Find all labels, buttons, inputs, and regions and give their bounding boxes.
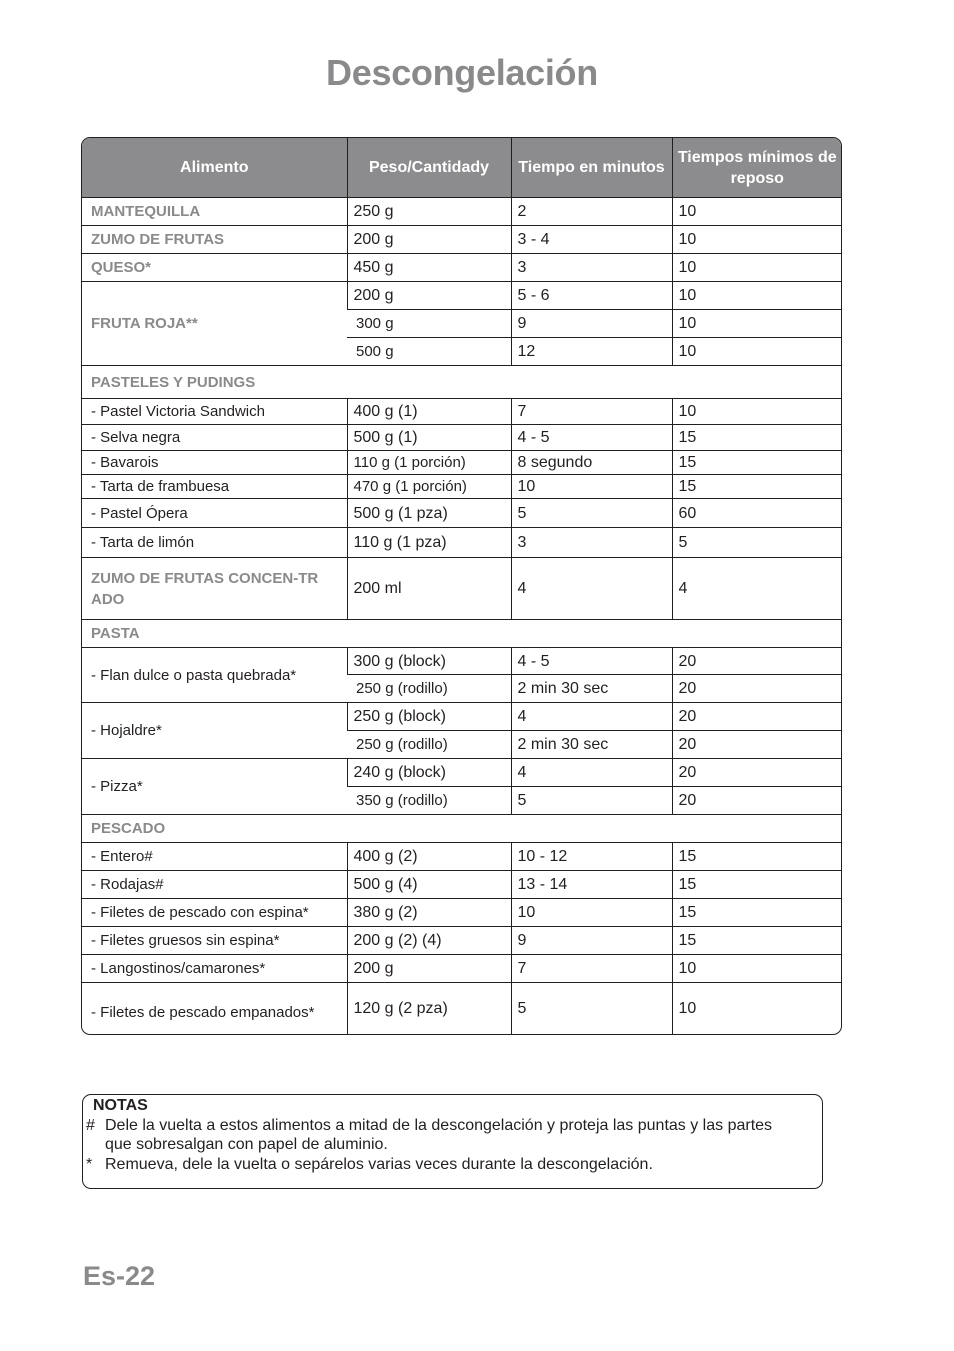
note-item: [86, 1155, 786, 1174]
time-cell: 4: [511, 703, 672, 731]
rest-cell: 20: [672, 703, 842, 731]
time-cell: 4: [511, 558, 672, 620]
table-row: [82, 425, 842, 451]
table-row: [82, 759, 842, 787]
rest-cell: 15: [672, 843, 842, 871]
rest-cell: 10: [672, 399, 842, 425]
table-header-row: [82, 138, 842, 198]
food-cell: FRUTA ROJA**: [82, 282, 347, 366]
page-title: Descongelación: [326, 52, 598, 93]
zumo-concentrado-label: ZUMO DE FRUTAS CONCEN-TRADO: [91, 569, 319, 608]
food-cell: - Entero#: [82, 843, 347, 871]
table-row: [82, 648, 842, 675]
time-cell: 3: [511, 528, 672, 558]
weight-cell: 500 g: [347, 338, 511, 366]
time-cell: 3 - 4: [511, 226, 672, 254]
food-cell: - Pizza*: [82, 759, 347, 815]
header-peso: Peso/Cantidady: [347, 138, 511, 198]
time-cell: 4 - 5: [511, 425, 672, 451]
weight-cell: 500 g (1): [347, 425, 511, 451]
time-cell: 2: [511, 198, 672, 226]
section-row: [82, 366, 842, 399]
weight-cell: 110 g (1 pza): [347, 528, 511, 558]
section-row: [82, 815, 842, 843]
header-alimento: Alimento: [82, 138, 347, 198]
defrost-table: [81, 137, 842, 1035]
rest-cell: 4: [672, 558, 842, 620]
food-cell: QUESO*: [82, 254, 347, 282]
table-row: [82, 871, 842, 899]
food-cell: - Hojaldre*: [82, 703, 347, 759]
weight-cell: 120 g (2 pza): [347, 983, 511, 1035]
food-cell: ZUMO DE FRUTAS: [82, 226, 347, 254]
weight-cell: 240 g (block): [347, 759, 511, 787]
time-cell: 10: [511, 899, 672, 927]
section-header-pasta: PASTA: [82, 620, 842, 648]
food-cell: - Pastel Victoria Sandwich: [82, 399, 347, 425]
table-row: [82, 843, 842, 871]
rest-cell: 10: [672, 282, 842, 310]
notes-box: [82, 1094, 823, 1189]
note-text: Dele la vuelta a estos alimentos a mitad de la descongelación y proteja las puntas y las partes que sobresalgan con papel de aluminio.: [105, 1117, 773, 1153]
table-row: [82, 254, 842, 282]
table-row: [82, 927, 842, 955]
weight-cell: 450 g: [347, 254, 511, 282]
table-row: [82, 499, 842, 528]
weight-cell: 400 g (2): [347, 843, 511, 871]
food-cell: MANTEQUILLA: [91, 203, 201, 220]
food-cell: - Rodajas#: [82, 871, 347, 899]
rest-cell: 15: [672, 425, 842, 451]
note-text: Remueva, dele la vuelta o sepárelos varias veces durante la descongelación.: [105, 1156, 653, 1173]
page-number: Es-22: [83, 1261, 156, 1291]
section-header-pescado: PESCADO: [82, 815, 842, 843]
food-cell: [82, 558, 347, 620]
time-cell: 10 - 12: [511, 843, 672, 871]
time-cell: 13 - 14: [511, 871, 672, 899]
rest-cell: 15: [672, 475, 842, 499]
weight-cell: 500 g (4): [347, 871, 511, 899]
rest-cell: 60: [672, 499, 842, 528]
rest-cell: 20: [672, 675, 842, 703]
food-cell: - Filetes de pescado empanados*: [82, 983, 347, 1035]
weight-cell: 110 g (1 porción): [347, 451, 511, 475]
section-row: [82, 620, 842, 648]
time-cell: 12: [511, 338, 672, 366]
time-cell: 5: [511, 499, 672, 528]
time-cell: 5: [511, 983, 672, 1035]
time-cell: 9: [511, 310, 672, 338]
rest-cell: 20: [672, 648, 842, 675]
table-row: [82, 558, 842, 620]
weight-cell: 250 g (rodillo): [347, 675, 511, 703]
time-cell: 7: [511, 399, 672, 425]
table-row: [82, 282, 842, 310]
rest-cell: 20: [672, 731, 842, 759]
weight-cell: 200 ml: [347, 558, 511, 620]
table-row: [82, 983, 842, 1035]
weight-cell: 300 g: [347, 310, 511, 338]
table-row: [82, 399, 842, 425]
rest-cell: 10: [672, 955, 842, 983]
time-cell: 9: [511, 927, 672, 955]
time-cell: 5 - 6: [511, 282, 672, 310]
table-row: [82, 451, 842, 475]
weight-cell: 200 g: [347, 226, 511, 254]
rest-cell: 10: [672, 198, 842, 226]
table-row: [82, 899, 842, 927]
time-cell: 2 min 30 sec: [511, 675, 672, 703]
note-mark: *: [86, 1156, 93, 1173]
table-row: [82, 528, 842, 558]
food-cell: - Bavarois: [82, 451, 347, 475]
weight-cell: 300 g (block): [347, 648, 511, 675]
food-cell: - Pastel Ópera: [82, 499, 347, 528]
note-item: [86, 1116, 786, 1154]
header-reposo: Tiempos mínimos de reposo: [672, 138, 842, 198]
time-cell: 3: [511, 254, 672, 282]
time-cell: 4: [511, 759, 672, 787]
rest-cell: 20: [672, 759, 842, 787]
rest-cell: 10: [672, 254, 842, 282]
time-cell: 5: [511, 787, 672, 815]
time-cell: 4 - 5: [511, 648, 672, 675]
food-cell: - Tarta de frambuesa: [82, 475, 347, 499]
table-row: [82, 475, 842, 499]
rest-cell: 10: [672, 226, 842, 254]
rest-cell: 15: [672, 451, 842, 475]
weight-cell: 380 g (2): [347, 899, 511, 927]
rest-cell: 20: [672, 787, 842, 815]
rest-cell: 5: [672, 528, 842, 558]
rest-cell: 15: [672, 927, 842, 955]
weight-cell: 200 g: [347, 955, 511, 983]
time-cell: 2 min 30 sec: [511, 731, 672, 759]
time-cell: 10: [511, 475, 672, 499]
weight-cell: 250 g: [347, 198, 511, 226]
food-cell: - Flan dulce o pasta quebrada*: [82, 648, 347, 703]
table-row: [82, 955, 842, 983]
weight-cell: 470 g (1 porción): [347, 475, 511, 499]
food-cell: - Langostinos/camarones*: [82, 955, 347, 983]
table-row: [82, 226, 842, 254]
weight-cell: 200 g: [347, 282, 511, 310]
food-cell: - Tarta de limón: [82, 528, 347, 558]
food-cell: - Filetes gruesos sin espina*: [82, 927, 347, 955]
table-row: [82, 198, 842, 226]
section-header-pasteles: PASTELES Y PUDINGS: [82, 366, 842, 399]
rest-cell: 15: [672, 871, 842, 899]
food-cell: - Selva negra: [82, 425, 347, 451]
food-cell: - Filetes de pescado con espina*: [82, 899, 347, 927]
rest-cell: 10: [672, 338, 842, 366]
rest-cell: 10: [672, 983, 842, 1035]
time-cell: 8 segundo: [511, 451, 672, 475]
rest-cell: 15: [672, 899, 842, 927]
time-cell: 7: [511, 955, 672, 983]
note-mark: #: [86, 1117, 95, 1134]
rest-cell: 10: [672, 310, 842, 338]
header-tiempo: Tiempo en minutos: [511, 138, 672, 198]
weight-cell: 350 g (rodillo): [347, 787, 511, 815]
weight-cell: 400 g (1): [347, 399, 511, 425]
table-row: [82, 703, 842, 731]
weight-cell: 250 g (block): [347, 703, 511, 731]
notes-title: NOTAS: [93, 1097, 148, 1114]
weight-cell: 200 g (2) (4): [347, 927, 511, 955]
weight-cell: 250 g (rodillo): [347, 731, 511, 759]
weight-cell: 500 g (1 pza): [347, 499, 511, 528]
